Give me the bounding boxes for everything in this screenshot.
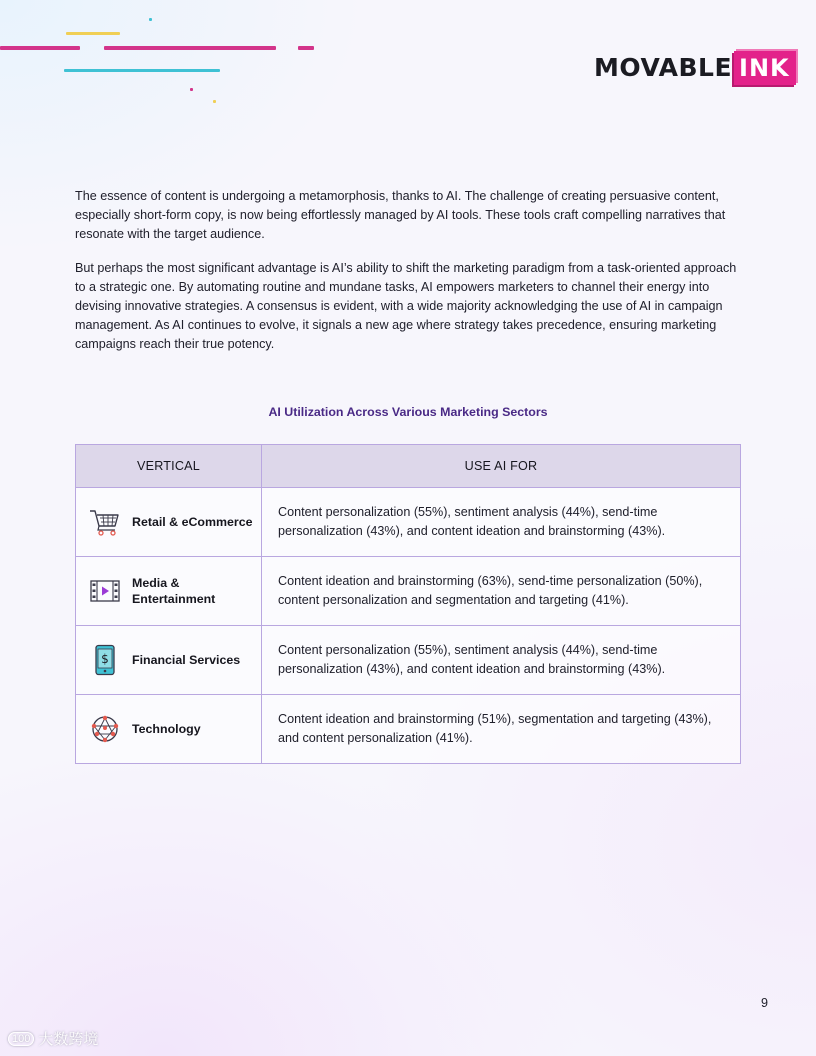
- watermark-text: 大数跨境: [38, 1031, 99, 1048]
- shopping-cart-icon: [88, 505, 122, 539]
- body-paragraph: But perhaps the most significant advantage is AI’s ability to shift the marketing paradigm from a task-oriented approach to a strategic one. By automating routine and mundane tasks, AI empowers marketers to channel their energy into devising innovative strategies. A consensus is evident, with a wide majority acknowledging the use of AI in campaign management. As AI continues to evolve, it signals a new age where strategy takes precedence, ensuring marketing campaigns reach their true potency.: [75, 261, 737, 351]
- body-paragraph: The essence of content is undergoing a metamorphosis, thanks to AI. The challenge of creating persuasive content, especially short-form copy, is now being effortlessly managed by AI tools. These tools craft compelling narratives that resonate with the target audience.: [75, 189, 726, 241]
- brand-logo: [594, 48, 796, 88]
- table-row: [76, 488, 741, 557]
- vertical-label: Financial Services: [132, 653, 241, 667]
- column-header-use-ai-for: USE AI FOR: [262, 445, 741, 488]
- vertical-cell: [76, 488, 262, 557]
- decorative-line: [298, 46, 314, 50]
- decorative-line: [0, 46, 80, 50]
- table-row: [76, 557, 741, 626]
- use-ai-for-cell: Content ideation and brainstorming (51%), segmentation and targeting (43%), and content personalization (41%).: [262, 695, 741, 764]
- film-strip-icon: [88, 574, 122, 608]
- decorative-line: [104, 46, 276, 50]
- vertical-label: Technology: [132, 722, 201, 736]
- table-row: [76, 695, 741, 764]
- logo-word: MOVABLE: [594, 53, 733, 82]
- vertical-cell: [76, 626, 262, 695]
- vertical-label: Retail & eCommerce: [132, 515, 253, 529]
- decorative-dot: [190, 88, 193, 91]
- ai-utilization-table: [75, 444, 741, 764]
- vertical-cell: [76, 695, 262, 764]
- table-row: [76, 626, 741, 695]
- network-globe-icon: [88, 712, 122, 746]
- use-ai-for-cell: Content ideation and brainstorming (63%), send-time personalization (50%), content personalization and segmentation and targeting (41%).: [262, 557, 741, 626]
- vertical-cell: [76, 557, 262, 626]
- decorative-line: [64, 69, 220, 72]
- watermark-mark: 100: [8, 1032, 34, 1046]
- use-ai-for-cell: Content personalization (55%), sentiment analysis (44%), send-time personalization (43%), and content ideation and brainstorming (43%).: [262, 488, 741, 557]
- column-header-vertical: VERTICAL: [76, 445, 262, 488]
- page-number: 9: [760, 996, 768, 1010]
- table-header-row: [76, 445, 741, 488]
- watermark: [8, 1028, 98, 1049]
- decorative-line: [66, 32, 120, 35]
- use-ai-for-cell: Content personalization (55%), sentiment analysis (44%), send-time personalization (43%), and content ideation and brainstorming (43%).: [262, 626, 741, 695]
- logo-accent: INK: [734, 51, 796, 85]
- vertical-label: Media & Entertainment: [132, 576, 216, 606]
- table-title: AI Utilization Across Various Marketing Sectors: [268, 405, 548, 419]
- svg-text:$: $: [101, 652, 109, 666]
- decorative-dot: [149, 18, 152, 21]
- decorative-dot: [213, 100, 216, 103]
- mobile-dollar-icon: [88, 643, 122, 677]
